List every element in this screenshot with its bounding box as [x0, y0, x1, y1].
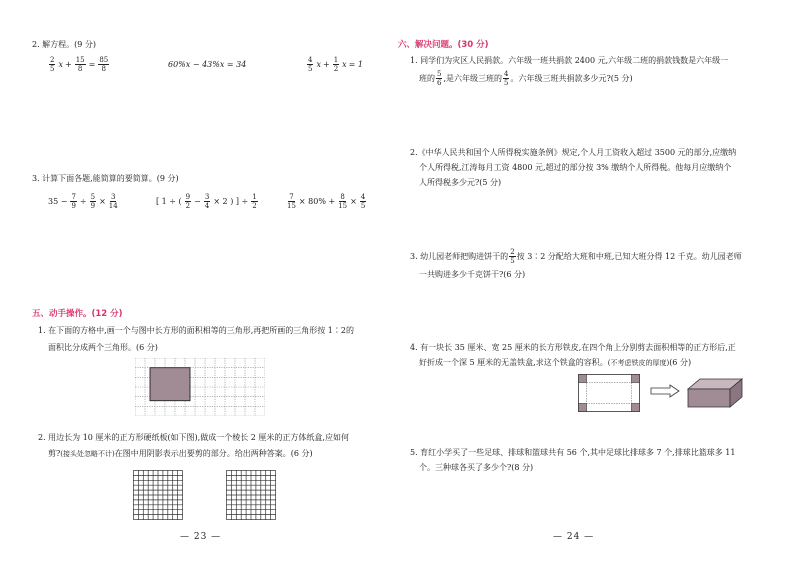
fraction: $\frac{15}{8}$: [75, 56, 85, 73]
calc-1: 35 − $\frac{7}{9}$ ÷ $\frac{5}{9}$ × $\frac{3}{14}$: [48, 193, 118, 210]
r-q1-line1: 1. 同学们为灾区人民捐款。六年级一班共捐款 2400 元,六年级二班的捐款钱数是六年级一: [410, 56, 729, 65]
left-q3-title: 3. 计算下面各题,能简算的要简算。(9 分): [32, 174, 179, 183]
equation-2: 60%x − 43%x = 34: [168, 60, 247, 69]
r-q4-line2: 好折成一个深 5 厘米的无盖铁盒,求这个铁盒的容积。(不考虑铁皮的厚度)(6 分): [419, 358, 692, 367]
fraction: $\frac{4}{5}$: [504, 70, 509, 87]
fraction: $\frac{3}{14}$: [108, 193, 118, 210]
shaded-rectangle: [150, 368, 190, 401]
fraction: $\frac{5}{9}$: [90, 193, 96, 210]
fraction: $\frac{5}{6}$: [437, 70, 442, 87]
fraction: $\frac{4}{5}$: [360, 193, 366, 210]
open-box-diagram: [686, 377, 744, 409]
r-q1-line2: 班的 $\frac{5}{6}$ ,是六年级三班的 $\frac{4}{5}$ 。六年级三班共捐款多少元?(5 分): [419, 70, 633, 87]
fraction: $\frac{2}{5}$: [50, 56, 55, 73]
section-5-title: 五、动手操作。(12 分): [32, 309, 123, 319]
calc-2: [ 1 ÷ ( $\frac{9}{2}$ − $\frac{3}{4}$ × 2 ) ] ÷ $\frac{1}{2}$: [156, 193, 257, 210]
r-q3-line1: 3. 幼儿园老师把购进饼干的 $\frac{2}{5}$ 按 3∶2 分配给大班和中班,已知大班分得 12 千克。幼儿园老师: [410, 248, 742, 265]
fraction: $\frac{1}{2}$: [333, 56, 339, 73]
r-q5-line2: 个。三种球各买了多少个?(8 分): [419, 463, 534, 472]
r-q5-line1: 5. 育红小学买了一些足球、排球和篮球共有 56 个,其中足球比排球多 7 个,排球比篮球多 11: [410, 448, 736, 457]
calc-3: $\frac{7}{15}$ × 80% + $\frac{8}{15}$ × $\frac{4}{5}$: [287, 193, 366, 210]
r-q3-line2: 一共购进多少千克饼干?(6 分): [419, 270, 526, 279]
arrow-right-icon: [650, 384, 680, 398]
left-q2-title: 2. 解方程。(9 分): [32, 40, 97, 49]
r-q2-line3: 人所得税多少元?(5 分): [419, 178, 502, 187]
section-6-title: 六、解决问题。(30 分): [398, 40, 489, 50]
iron-sheet-diagram: [578, 374, 640, 412]
fraction: $\frac{1}{2}$: [252, 193, 257, 210]
s5-q2-line2: 剪?(接头处忽略不计)在图中用阴影表示出要剪的部分。给出两种答案。(6 分): [48, 449, 313, 458]
s5-q2-line1: 2. 用边长为 10 厘米的正方形硬纸板(如下图),做成一个棱长 2 厘米的正方体纸盒,应如何: [38, 433, 349, 442]
cardboard-grid-2[interactable]: [226, 470, 276, 520]
page-number-left: — 23 —: [180, 532, 222, 542]
fraction: $\frac{9}{2}$: [185, 193, 191, 210]
fraction: $\frac{2}{5}$: [510, 248, 515, 265]
equation-1: $\frac{2}{5}$ x + $\frac{15}{8}$ = $\frac{85}{8}$: [50, 56, 109, 73]
r-q2-line1: 2.《中华人民共和国个人所得税实施条例》规定,个人月工资收入超过 3500 元的部分,应缴纳: [410, 148, 737, 157]
s5-q1-line2: 面积比分成两个三角形。(6 分): [48, 343, 158, 352]
fraction: $\frac{7}{15}$: [287, 193, 296, 210]
page-number-right: — 24 —: [553, 532, 595, 542]
fraction: $\frac{7}{9}$: [71, 193, 76, 210]
fraction: $\frac{8}{15}$: [338, 193, 348, 210]
dotted-grid-with-rectangle[interactable]: [135, 358, 265, 416]
fraction: $\frac{3}{4}$: [204, 193, 210, 210]
equation-3: $\frac{4}{5}$ x + $\frac{1}{2}$ x = 1: [308, 56, 364, 73]
cardboard-grid-1[interactable]: [133, 470, 183, 520]
r-q2-line2: 个人所得税,江涛每月工资 4800 元,超过的部分按 3% 缴纳个人所得税。他每月应缴纳个: [419, 163, 732, 172]
fraction: $\frac{85}{8}$: [99, 56, 109, 73]
s5-q1-line1: 1. 在下面的方格中,画一个与图中长方形的面积相等的三角形,再把所画的三角形按 1∶2的: [38, 326, 354, 335]
r-q4-line1: 4. 有一块长 35 厘米、宽 25 厘米的长方形铁皮,在四个角上分别剪去面积相等的正方形后,正: [410, 343, 736, 352]
fraction: $\frac{4}{5}$: [308, 56, 313, 73]
